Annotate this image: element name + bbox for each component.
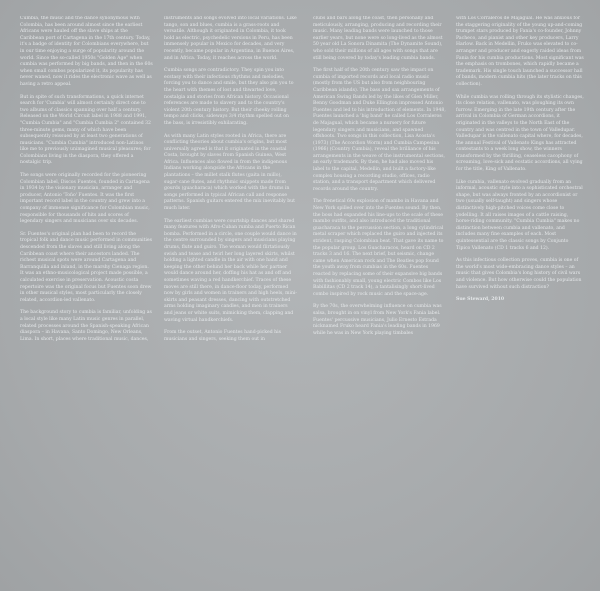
paragraph: But in spite of such transformations, a quick internet search for 'Cumbia' will almost certainly direct one to two albums of classics spanning over half a century. Released on the World Circuit label in 1988 and 1991, "Cumbia Cumbia" and "Cumbia Cumbia 2" contained 32 three-minute gems, many of which have been subsequently reissued by at least two generations of musicians. "Cumbia Cumbia" introduced non-Latinos like me to previously unimagined musical pleasures; for Colombians living in the diaspora, they offered a nostalgic trip. xyxy=(20,94,151,166)
paragraph: While cumbia was rolling through its stylistic changes, its close relation, vallenato, was ploughing its own furrow. Emerging in the late 19th century after the arrival in Colombia of German accordions, it originated in the valleys to the North East of the country and was centred in the town of Valledupar. Valledupar is the vallenato capital where, for decades, the annual Festival of Vallenato Kings has attracted contestants to a week long show, the winners transformed by the thrilling, ceaseless cacophony of screaming, love-sick and ecstatic accordions, all vying for the title, King of Vallenato. xyxy=(456,94,584,173)
paragraph: clubs and bars along the coast, then personally and meticulously, arranging, producing and recording their music. Many leading bands were launched to those earlier years, but none were so long-lived as the almost 50 year old La Sonora Dinamita (The Dynamite Sound), who sold their millions of all ages with songs that are still being covered by today's leading cumbia bands. xyxy=(313,16,443,61)
paragraph: By the 70s, the overwhelming influence on cumbia was salsa, brought in on vinyl from New York's Fania label. Fuentes' percussive musicians, Julio Ernesto Estrada nicknamed Fruko heard Fania's leading bands in 1969 while he was in New York playing timbales xyxy=(313,304,442,336)
text-column-4 xyxy=(456,16,584,591)
paragraph: From the outset, Antonio Fuentes hand-picked his musicians and singers, seeking them out in xyxy=(164,330,281,342)
paragraph: As this infectious collection proves, cumbia is one of the world's most wide-embracing dance styles – an music that gives Colombia's long history of civil wars and violence. But how otherwise could the population have survived without such distraction? xyxy=(456,258,582,290)
author-signature: Sue Steward, 2010 xyxy=(456,297,505,303)
text-column-2 xyxy=(164,16,297,591)
paragraph: The background story to cumbia is familiar, unfolding as a local style like many Latin music genres in parallel, related processes around the Spanish-speaking African diaspora – in Havana, Santo Domingo, New Orleans, Lima. In short, places where traditional music, dances, xyxy=(20,310,152,342)
paragraph: with Los Corraleros de Majagual. He was anxious for the staggering originality of the young up-and-coming trumpet stars produced by Fania's co-founder, Johnny Pacheco, and pianist and other key producers, Larry Harlow. Back in Medellin, Fruko was elevated to co-arranger and producer and eagerly raided ideas from Fania for his cumbia productions. Most significant was the emphasis on trombones, which rapidly became a trademark. His single touch launched a successor hall of bands, modern cumbia hits (the later tracks on this collection). xyxy=(456,16,584,87)
paragraph: Like cumbia, vallenato evolved gradually from an informal, acoustic style into a sophisticated orchestral shape, but was always fronted by an accordionist or two (usually self-taught) and singers whose distinctively high-pitched voices come close to yodelling. It all raises images of a cattle raising, horse-riding community. "Cumbia Cumbia" makes no distinction between cumbia and vallenato, and includes many fine examples of each. Most quintessential are the classic songs by Conjunto Tipico Vallenato (CD 1 tracks 6 and 12). xyxy=(456,179,583,251)
paragraph: Cumbia songs are contradictory. They spin you into ecstasy with their infectious rhythms and melodies, forcing you to dance and smile, but they also pin you to the heart with themes of lost and thwarted love, nostalgia and stories from African history. Occasional references are made to slavery and to the country's violent 20th century history. But their cheeky rolling tempo and clicks, sideways 3/4 rhythm spelled out on the bass, is irresistibly exhilarating. xyxy=(164,68,294,126)
paragraph: Sr. Fuentes's original plan had been to record the tropical folk and dance music performed in communities descended from the slaves and still living along the Caribbean coast where their ancestors landed. The richest musical spots were around Cartagena and Barranquilla and inland, in the marshy Cienaga region. It was an ethno-musicological project made possible, a calculated exercise in preservation. Acoustic costa repertoire was the original focus but Fuentes soon drew in other musical styles, most particularly the closely related, accordion-led vallenato. xyxy=(20,231,153,303)
paragraph: The earliest cumbias were courtship dances and shared many features with Afro-Cuban rumba and Puerto Rican bomba. Performed in a circle, one couple would dance in the centre surrounded by singers and musicians playing drums, flute and guiro. The woman would flirtatiously swish and tease and twirl her long layered skirts, whilst holding a lighted candle in the air with one hand and keeping the other behind her back while her partner would dance around her, doffing his hat as and off and sometimes waving a red handkerchief. Traces of these moves are still there, in dance-floor today, performed now by girls and women in trainers and high heels, mini-skirts and peasant dresses, dancing with outstretched arms holding imaginary candles, and men in trainers and jeans or white suits, mimicking them, clapping and waving virtual handkerchiefs. xyxy=(164,218,297,323)
paragraph: The frenetical 60s explosion of mambo in Havana and New York spilled over into the Fuentes sound. By then, the boss had expanded his line-ups to the scale of these mambo outfits, and also introduced the traditional guacharaca to the percussion section, a long cylindrical metal scraper which replaced the guiro and injected its strident, rasping Colombian beat. That gave its name to the popular group, Los Guacharacos, heard on CD 2 tracks 3 and 16. The next brief, but seismic, change came when American rock and The Beatles pop found the youth away from cumbias in the 60s. Fuentes reacted by replacing some of their expansive big bands with fashionably small, young electric Combos like Los Babillitas (CD 2 track 14), a tantalisingly short-lived combo inspired by rock music and the space-age. xyxy=(313,199,444,297)
paragraph: As with many Latin styles rooted in Africa, there are conflicting theories about cumbia's origins, but most universally agreed is that it originated in the coastal Costa, brought by slaves from Spanish Guinea, West Africa. Influences also flowed in from the indigenous Indians working alongside the Africans in the plantations – the millet stalk flutes (gaita in millo), sugar-cane flutes, and rhythmic snippets made from gourds (guacharaca) which worked with the drums in songs performed in typical African call and response patterns. Spanish guitars entered the mix inevitably but much later. xyxy=(164,133,295,212)
paragraph: instruments and songs evolved into local variations. Like tango, son and blues, cumbia is a grass-roots and versatile. Although it originated in Colombia, it took hold as electric, psychedelic versions in Peru, has been immensely popular in Mexico for decades, and very recently, became popular in Argentina, in Buenos Aires, and in Africa. Today, it reaches across the world. xyxy=(164,16,297,61)
paragraph: The first half of the 20th century saw the impact on cumbia of imported records and local radio music (mostly from the US but also from neighbouring Caribbean islands). The bass and sax arrangements of American Swing Bands led by the likes of Glen Miller, Benny Goodman and Duke Ellington impressed Antonio Fuentes and led to his introduction of elements. In 1948, Fuentes launched a 'big band' he called Los Corraleros de Majagual, which became a nursery for future legendary singers and musicians, and spawned offshoots. Two songs in this collection, Lisa Acosta's (1973) (The Accordion Worm) and Cumbia Campesina (1966) (Country Cumbia), reveal the brilliance of his arrangements in the weave of the instrumental sections, an early trademark. By then, he had also moved his label to the capital, Medellin, and built a factory-like complex housing a recording studio, offices, radio station, and a transport department which delivered records around the country. xyxy=(313,68,446,192)
text-column-3 xyxy=(313,16,446,591)
paragraph: The songs were originally recorded for the pioneering Colombian label, Discos Fuentes, founded in Cartagena in 1934 by the visionary musician, arranger and producer, Antonio 'Toño' Fuentes. It was the first important record label in the country and grew into a company of immense significance for Colombian music, responsible for thousands of hits and scores of legendary singers and musicians over six decades. xyxy=(20,173,150,225)
text-column-1 xyxy=(20,16,153,591)
paragraph: Cumbia, the music and the dance synonymous with Colombia, has been around almost since the earliest Africans were hauled off the slave ships at the Caribbean port of Cartagena in the 17th century. Today, it's a badge of identity for Colombians everywhere, but in our time enjoying a surge of popularity around the world. Since the so-called 1950s "Golden Age" when cumbia was performed by big bands, and then in the 60s when small combos popularized it, its popularity has never waned, now it rides the electronic wave as well as having a retro appeal. xyxy=(20,16,153,87)
